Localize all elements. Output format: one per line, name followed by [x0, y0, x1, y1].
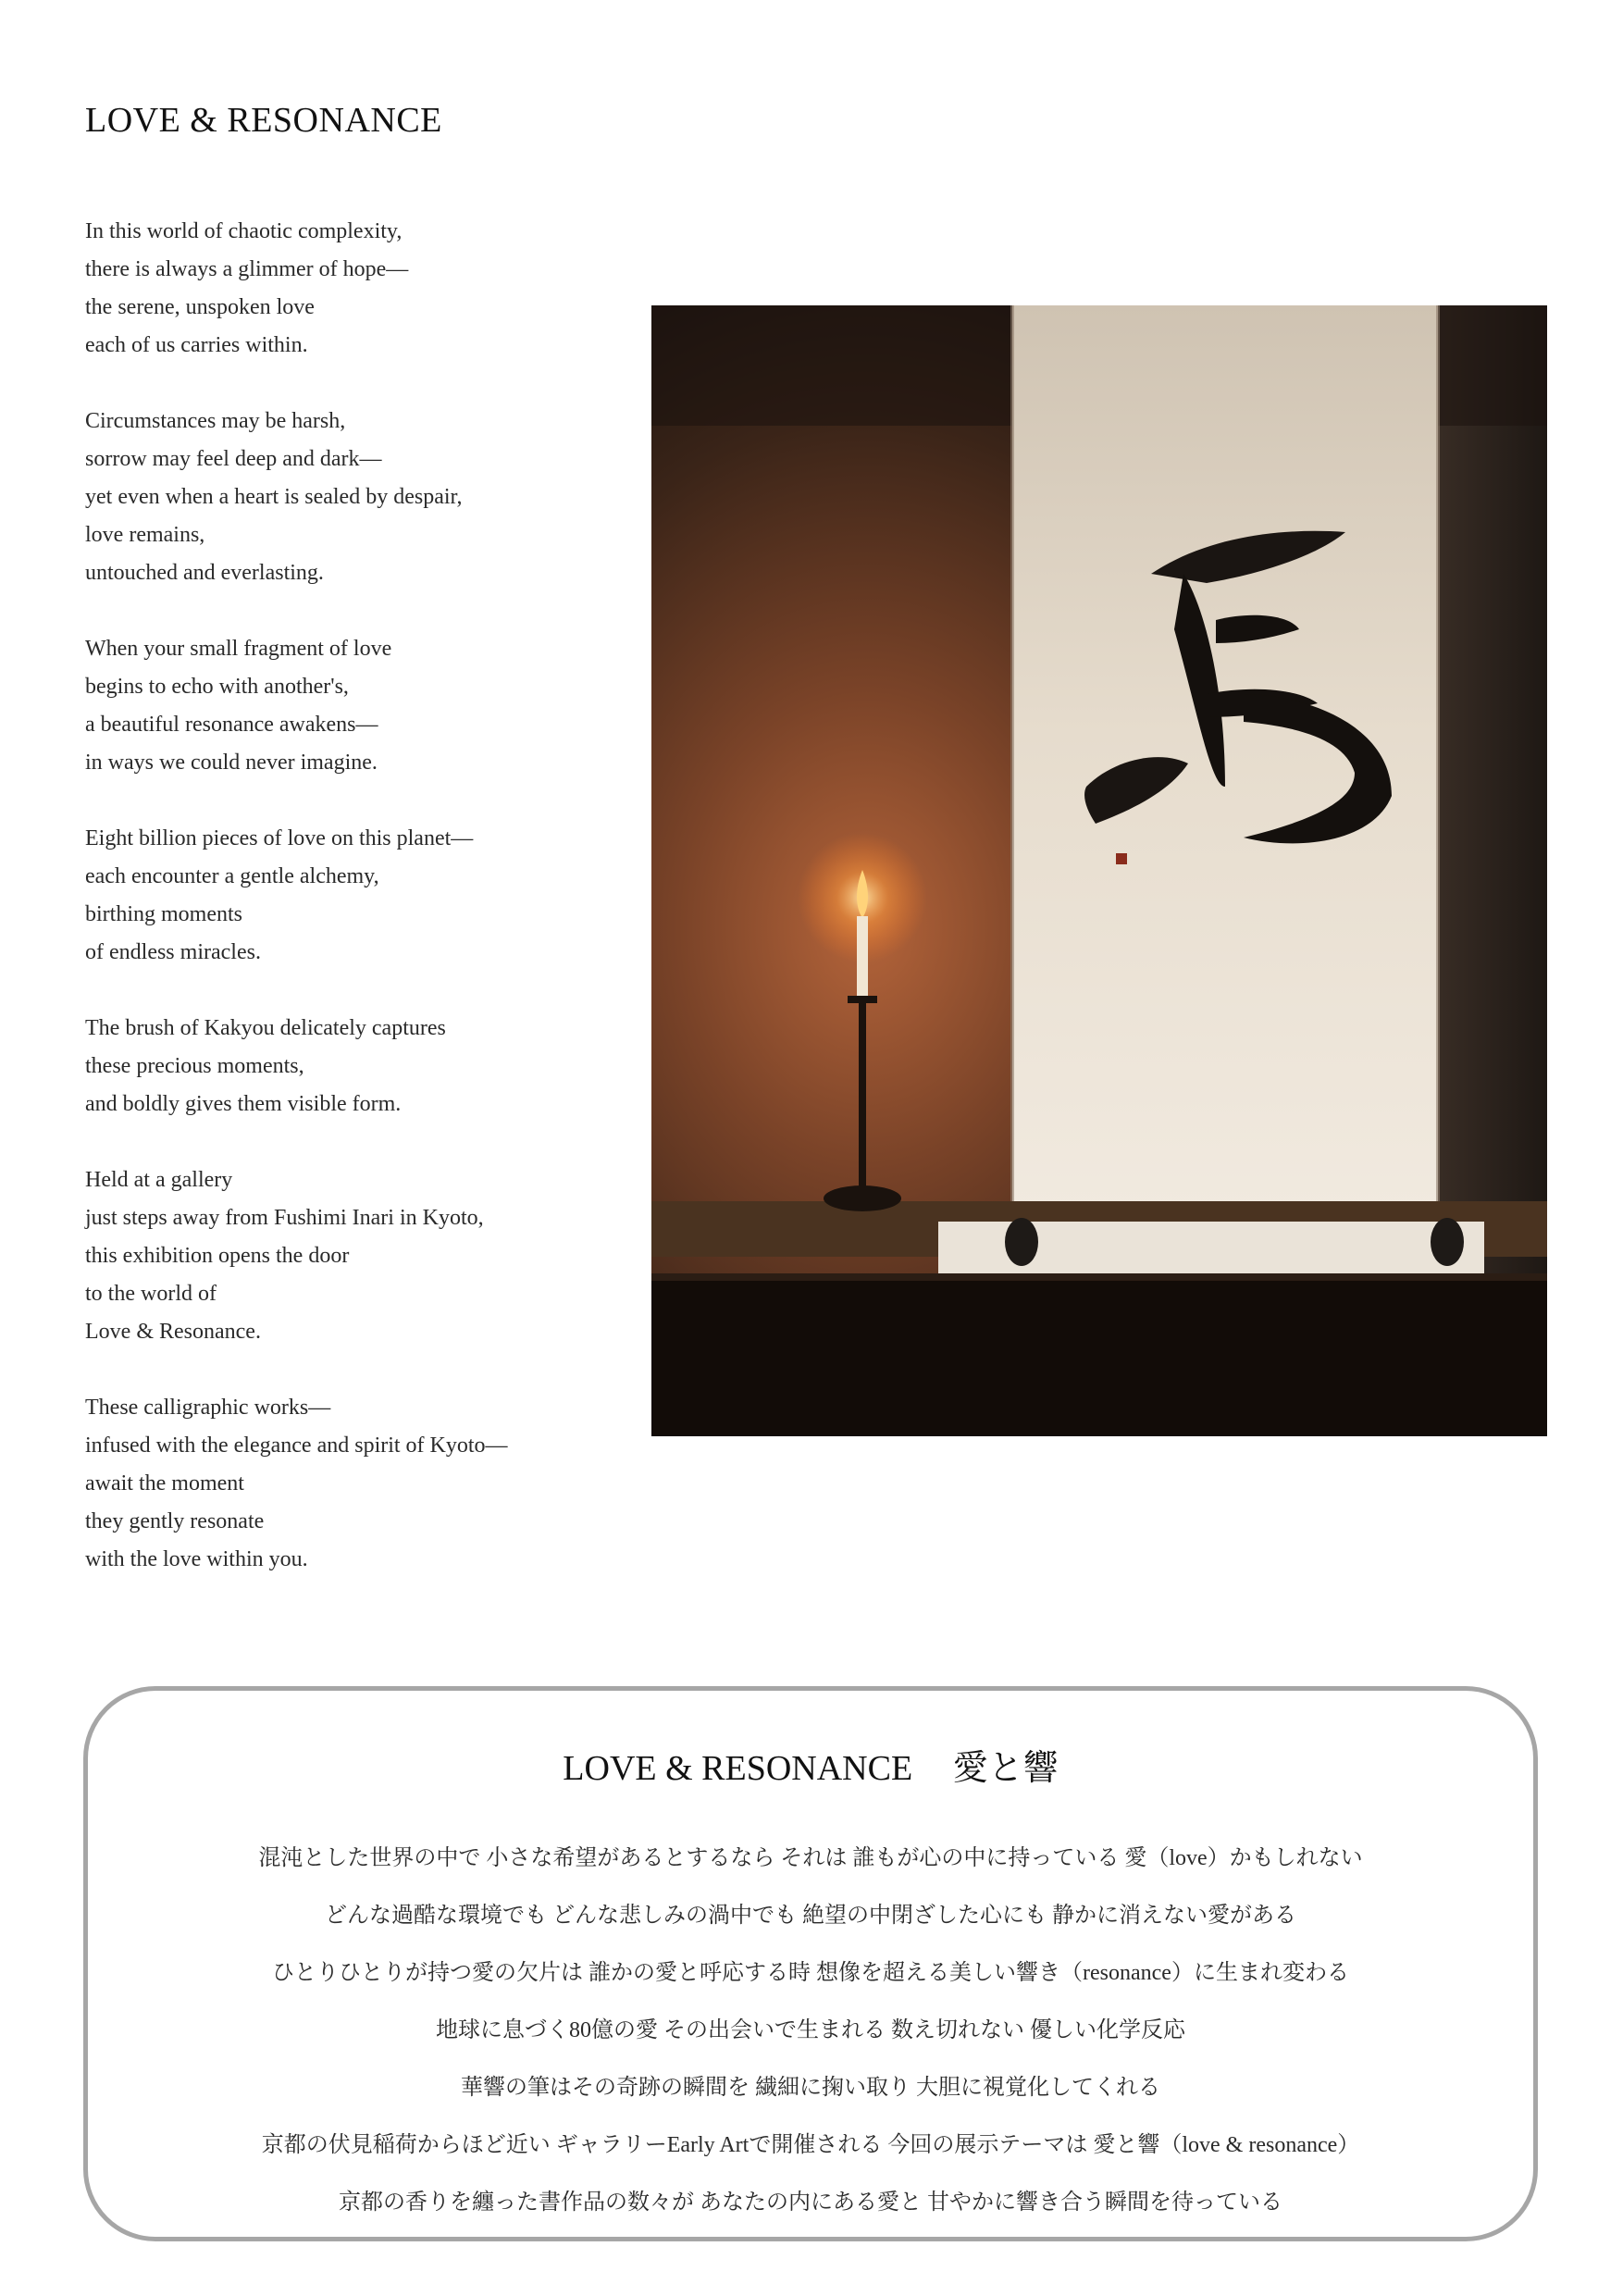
poem-line: each of us carries within. — [85, 333, 308, 357]
poem-line: These calligraphic works— — [85, 1396, 331, 1420]
poem-stanza — [85, 1010, 640, 1123]
poem-line: to the world of — [85, 1282, 217, 1306]
poem-line: In this world of chaotic complexity, — [85, 219, 403, 243]
info-title-en: LOVE & RESONANCE — [563, 1749, 913, 1788]
description-line: どんな過酷な環境でも どんな悲しみの渦中でも 絶望の中閉ざした心にも 静かに消えない愛がある — [325, 1904, 1296, 1928]
poem-line: these precious moments, — [85, 1054, 304, 1078]
poem-line: each encounter a gentle alchemy, — [85, 864, 379, 888]
poem-line: they gently resonate — [85, 1509, 265, 1533]
poem-line: Eight billion pieces of love on this planet— — [85, 826, 474, 850]
japanese-description — [88, 1830, 1533, 2231]
poem-line: When your small fragment of love — [85, 637, 392, 661]
poem-stanza — [85, 403, 640, 592]
poem-line: yet even when a heart is sealed by despair, — [85, 485, 463, 509]
poem-line: infused with the elegance and spirit of Kyoto— — [85, 1433, 508, 1458]
description-line: 京都の香りを纏った書作品の数々が あなたの内にある愛と 甘やかに響き合う瞬間を待っている — [339, 2191, 1282, 2215]
poem-line: a beautiful resonance awakens— — [85, 713, 378, 737]
poem-stanza — [85, 1161, 640, 1351]
description-line: 混沌とした世界の中で 小さな希望があるとするなら それは 誰もが心の中に持っている 愛（love）かもしれない — [258, 1846, 1363, 1870]
description-line: 京都の伏見稲荷からほど近い ギャラリーEarly Artで開催される 今回の展示テーマは 愛と響（love & resonance） — [261, 2133, 1360, 2157]
poem-stanza — [85, 630, 640, 782]
poem-line: await the moment — [85, 1471, 244, 1496]
poem-line: love remains, — [85, 523, 205, 547]
poem-line: Love & Resonance. — [85, 1320, 261, 1344]
poem-line: in ways we could never imagine. — [85, 751, 378, 775]
poem-line: Circumstances may be harsh, — [85, 409, 346, 433]
poem-line: of endless miracles. — [85, 940, 261, 964]
poem-line: The brush of Kakyou delicately captures — [85, 1016, 446, 1040]
scroll-photo-illustration — [651, 305, 1547, 1436]
poem-line: Held at a gallery — [85, 1168, 233, 1192]
page-title: LOVE & RESONANCE — [85, 101, 442, 140]
poem-stanza — [85, 820, 640, 972]
poem-line: there is always a glimmer of hope— — [85, 257, 409, 281]
poem-line: birthing moments — [85, 902, 242, 926]
calligraphy-scroll-photo — [651, 305, 1547, 1436]
poem-line: the serene, unspoken love — [85, 295, 315, 319]
description-line: 華響の筆はその奇跡の瞬間を 繊細に掬い取り 大胆に視覚化してくれる — [461, 2076, 1160, 2100]
poem-stanza — [85, 213, 640, 365]
exhibition-info-box — [83, 1686, 1538, 2241]
info-title-jp: 愛と響 — [952, 1749, 1059, 1788]
poem-line: begins to echo with another's, — [85, 675, 349, 699]
poem-line: this exhibition opens the door — [85, 1244, 350, 1268]
description-line: 地球に息づく80億の愛 その出会いで生まれる 数え切れない 優しい化学反応 — [436, 2018, 1185, 2042]
description-line: ひとりひとりが持つ愛の欠片は 誰かの愛と呼応する時 想像を超える美しい響き（resonance）に生まれ変わる — [272, 1961, 1349, 1985]
info-title — [88, 1739, 1533, 1790]
poem-line: and boldly gives them visible form. — [85, 1092, 402, 1116]
english-poem — [85, 213, 640, 1617]
poem-stanza — [85, 1389, 640, 1579]
poem-line: untouched and everlasting. — [85, 561, 324, 585]
poem-line: with the love within you. — [85, 1547, 308, 1571]
poem-line: sorrow may feel deep and dark— — [85, 447, 382, 471]
poem-line: just steps away from Fushimi Inari in Kyoto, — [85, 1206, 484, 1230]
